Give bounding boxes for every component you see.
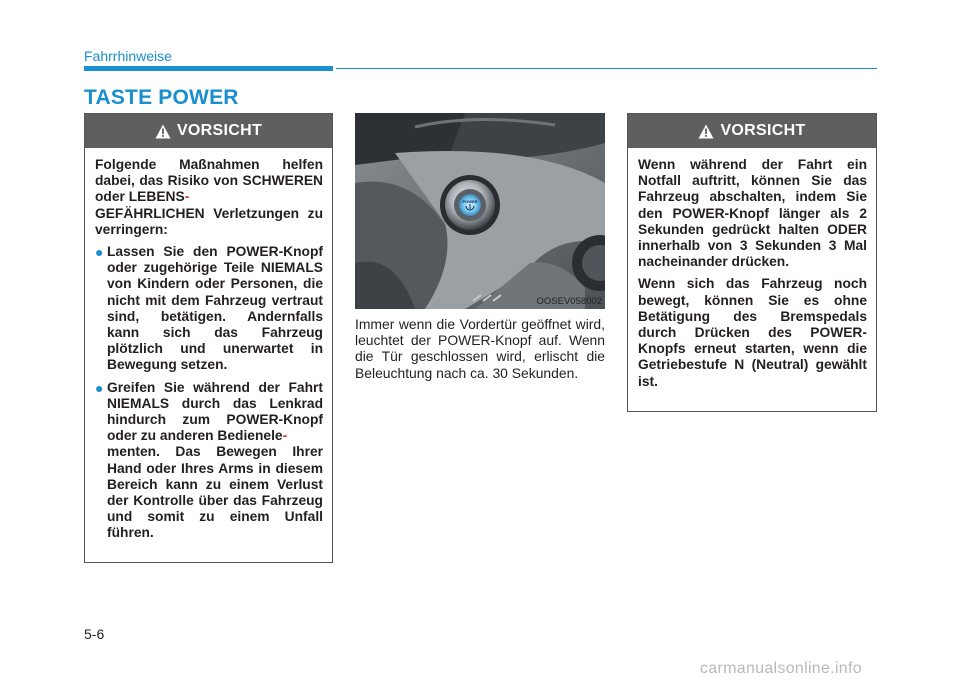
page-number: 5-6 <box>84 626 105 642</box>
power-button-label: POWER <box>462 199 478 204</box>
caution-header-right <box>628 114 876 148</box>
caution-header-left <box>85 114 332 148</box>
list-item <box>95 244 323 374</box>
section-title: Fahrrhinweise <box>84 48 172 64</box>
page-title: TASTE POWER <box>84 86 239 109</box>
caution-intro-text-a: Folgende Maßnahmen helfen dabei, das Risiko von SCHWEREN oder LEBENS <box>95 157 323 205</box>
bullet-dot-icon: ● <box>95 244 104 261</box>
bullet-dot-icon: ● <box>95 379 104 396</box>
caution-body-right <box>628 148 876 390</box>
caution-heading-left: VORSICHT <box>176 122 263 139</box>
soft-hyphen-mark: - <box>184 189 190 205</box>
bullet-text: Lassen Sie den POWER-Knopf oder zugehörige Teile NIEMALS von Kindern oder Personen, die nicht mit dem Fahrzeug vertraut sind, betätigen. Andernfalls kann sich das Fahrzeug plötzlich und unerwartet in Bewegung setzen. <box>107 244 323 373</box>
caution-box-right <box>627 113 877 412</box>
bullet-text-b: menten. Das Bewegen Ihrer Hand oder Ihres Arms in diesem Bereich kann zu einem Verlust der Kontrolle über das Fahrzeug und somit zu einem Unfall führen. <box>107 444 323 541</box>
dashboard-illustration <box>355 113 605 309</box>
caution-heading-right: VORSICHT <box>720 122 806 139</box>
body-paragraph: Immer wenn die Vordertür geöffnet wird, leuchtet der POWER-Knopf auf. Wenn die Tür geschlossen wird, erlischt die Beleuchtung nach ca. 30 Sekunden. <box>355 316 605 381</box>
caution-body-left <box>85 148 332 542</box>
caution-bullet-list <box>95 244 323 542</box>
caution-paragraph-2: Wenn sich das Fahrzeug noch bewegt, können Sie es ohne Betätigung des Bremspedals durch Drücken des POWER-Knopfs erneut starten, wenn die Getriebestufe N (Neutral) gewählt ist. <box>638 276 867 389</box>
watermark: carmanualsonline.info <box>700 660 862 677</box>
figure-code: OOSEV058002 <box>536 296 602 307</box>
soft-hyphen-mark: - <box>282 428 288 444</box>
header-rule-thin <box>336 68 877 69</box>
bullet-text-a: Greifen Sie während der Fahrt NIEMALS durch das Lenkrad hindurch zum POWER-Knopf oder zu anderen Bedienele <box>107 379 323 444</box>
caution-intro <box>95 157 323 238</box>
caution-intro-text-b: GEFÄHRLICHEN Verletzungen zu verringern: <box>95 205 323 237</box>
caution-box-left <box>84 113 333 563</box>
power-button-photo <box>355 113 605 309</box>
list-item <box>95 380 323 542</box>
warning-triangle-icon <box>155 124 171 139</box>
warning-triangle-icon <box>698 124 714 139</box>
caution-paragraph-1: Wenn während der Fahrt ein Notfall auftritt, können Sie das Fahrzeug abschalten, indem Sie den POWER-Knopf länger als 2 Sekunden gedrückt halten ODER innerhalb von 3 Sekunden 3 Mal nacheinander drücken. <box>638 157 867 270</box>
header-rule-thick <box>84 66 333 71</box>
